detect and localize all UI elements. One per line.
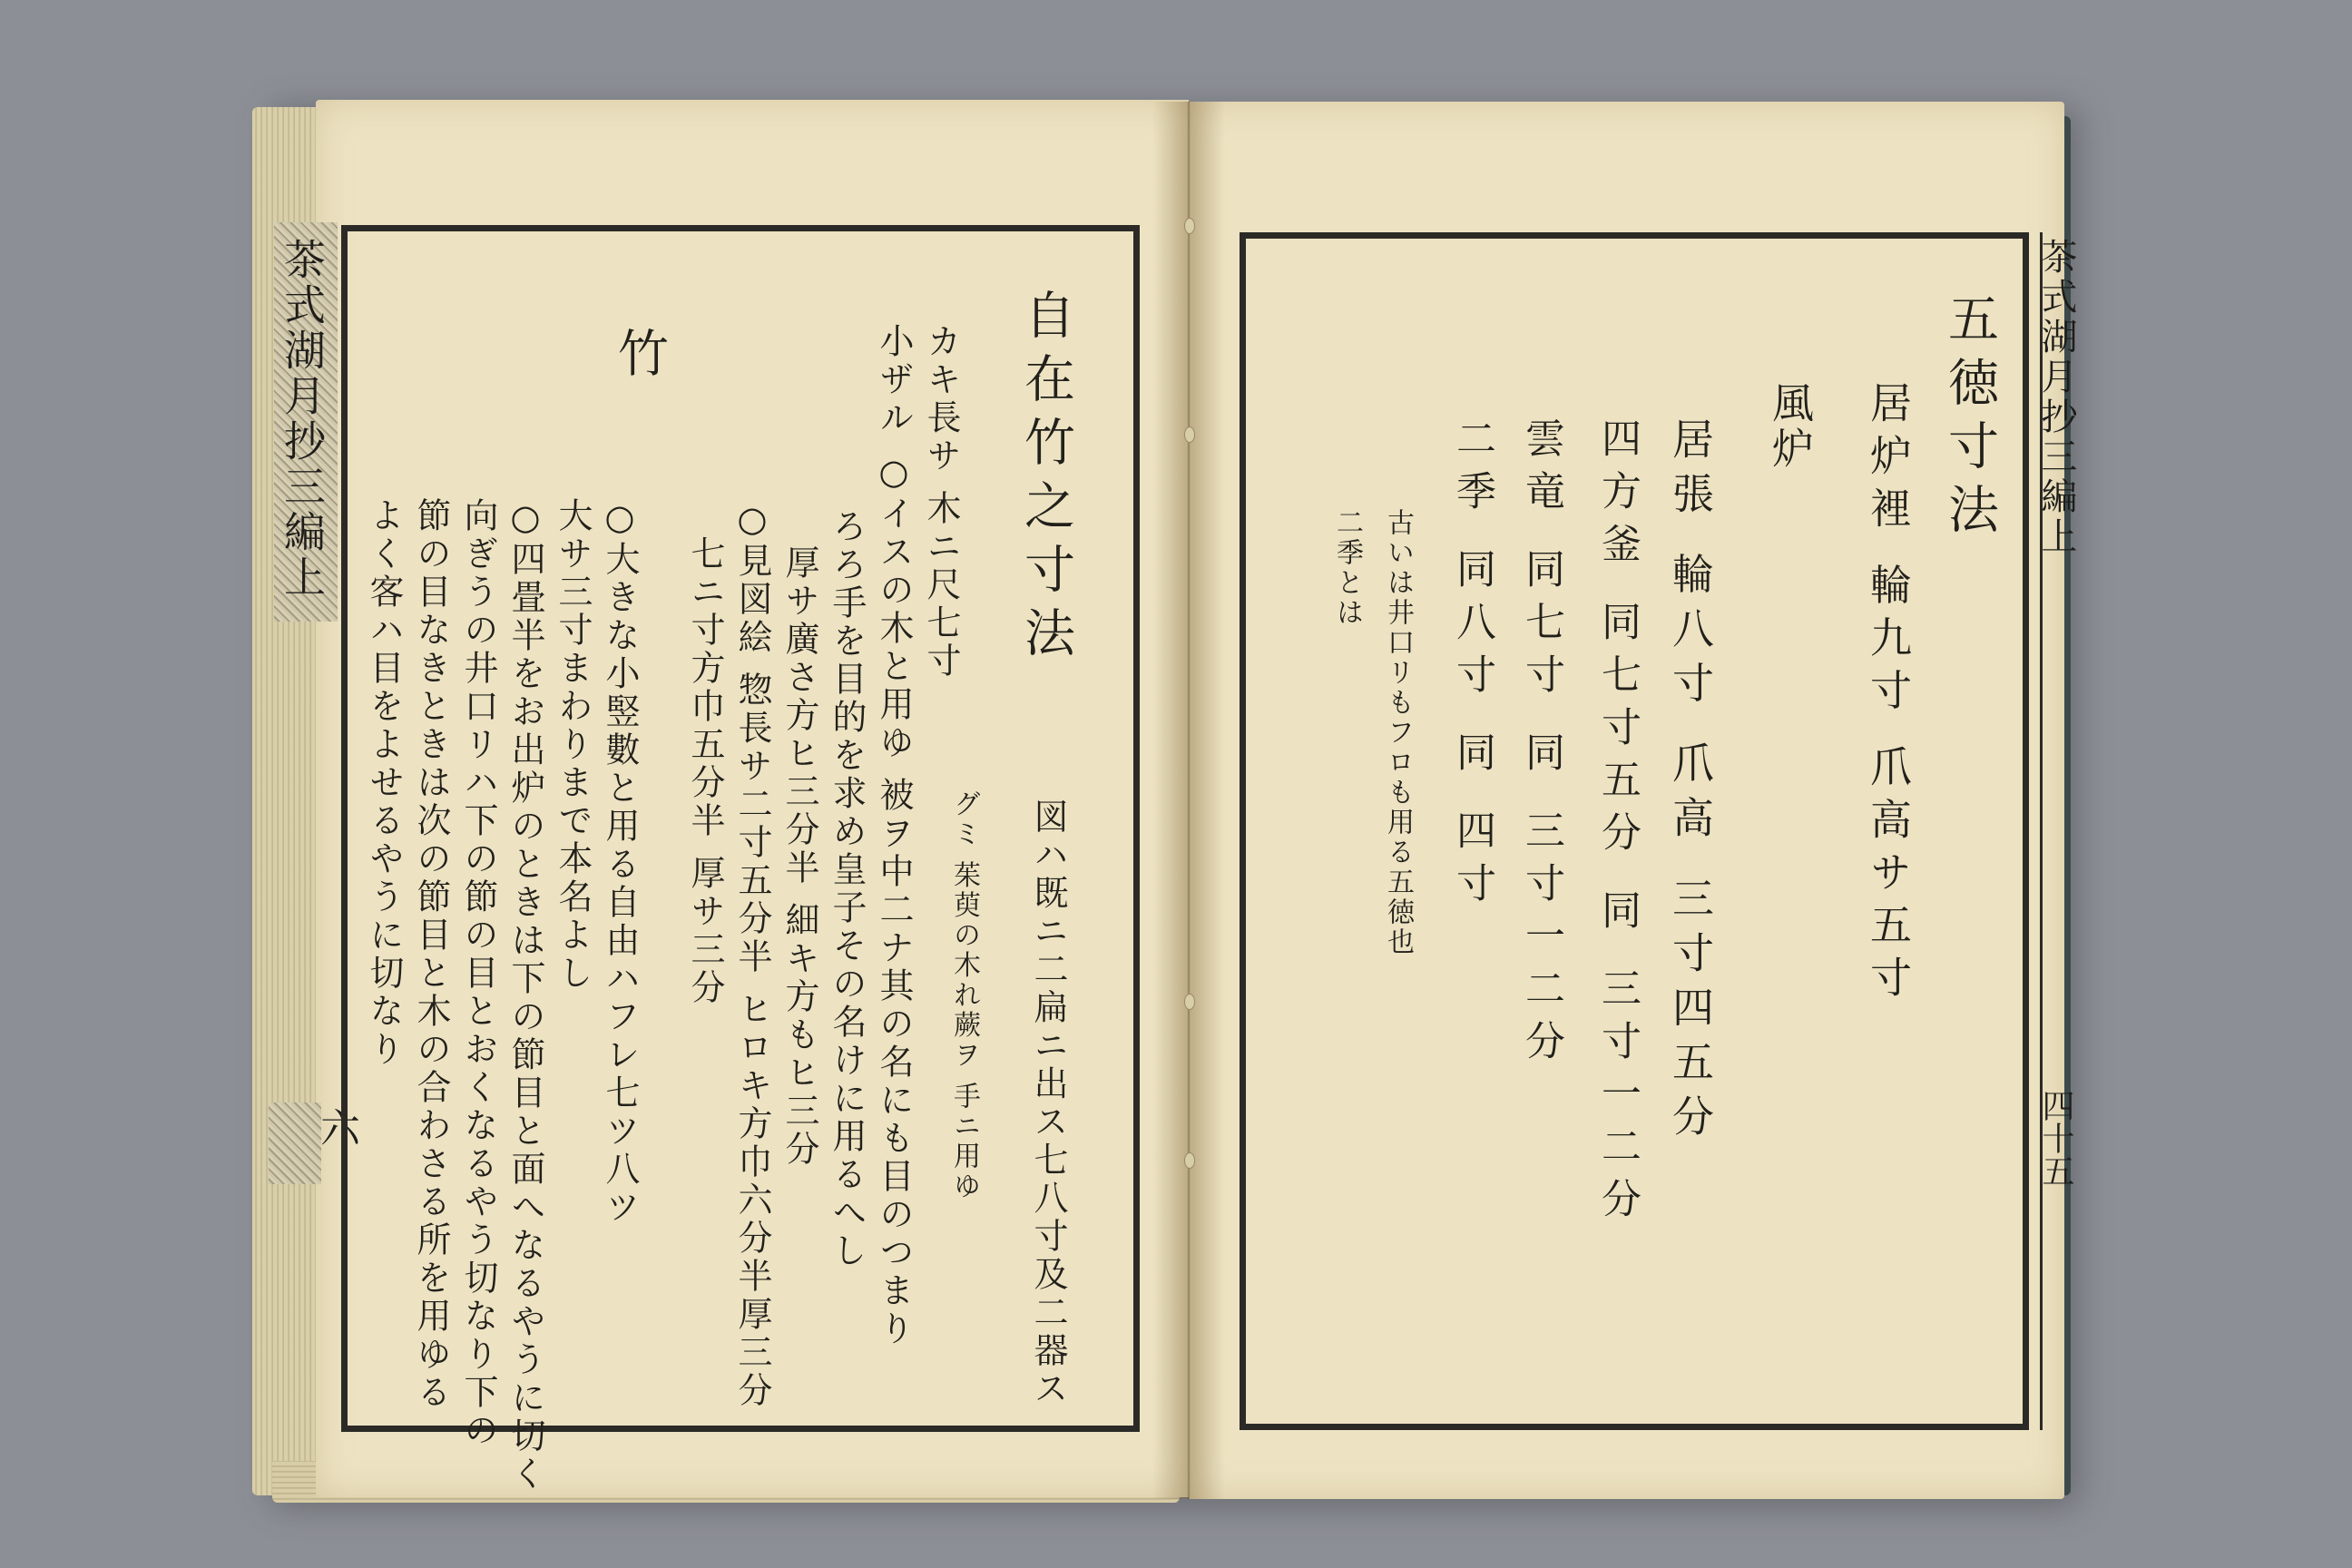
text-column: 居張 輪八寸 爪高 三寸四五分 — [1666, 417, 1715, 1149]
binding-stitch — [1184, 218, 1195, 234]
right-margin-title: 茶式湖月抄三編上 — [2035, 238, 2077, 557]
left-page-number: 六 — [313, 1107, 359, 1147]
right-heading: 五徳寸法 — [1940, 292, 1999, 546]
left-heading: 自在竹之寸法 — [1016, 289, 1075, 670]
text-column: 二季とは — [1331, 508, 1363, 628]
text-column: カキ長サ 木ニ尺七寸 — [921, 323, 961, 681]
text-column: 風炉 — [1766, 381, 1815, 472]
text-column: 小ザル ○イスの木と用ゆ 被ヲ中二ナ其の名にも目のつまり — [874, 323, 914, 1349]
text-column: ○四畳半をお出炉のときは下の節目と面へなるやうに切く — [505, 497, 545, 1494]
binding-stitch — [1184, 994, 1195, 1010]
text-column: 居炉裡 輪九寸 爪高サ五寸 — [1864, 381, 1913, 1009]
book-gutter — [1152, 102, 1225, 1499]
text-column: 四方釜 同七寸五分 同 三寸一二分 — [1594, 417, 1641, 1230]
text-column: グミ 茱萸の木れ蕨ヲ 手ニ用ゆ — [948, 789, 980, 1202]
binding-stitch — [1184, 1152, 1195, 1169]
text-column: 図ハ既ニ二扁ニ出ス七八寸及二器ス — [1028, 799, 1068, 1408]
text-column: 古いは井口リもフロも用る五徳也 — [1382, 508, 1414, 957]
left-margin-title: 茶式湖月抄三編上 — [278, 238, 327, 601]
text-column: 二季 同八寸 同 四寸 — [1449, 417, 1495, 915]
text-column: ○大きな小竪數と用る自由ハフレ七ツ八ツ — [600, 497, 640, 1227]
text-column: ○見図絵 惣長サ二寸五分半 ヒロキ方巾六分半厚三分 — [732, 499, 772, 1411]
left-sub-heading: 竹 — [610, 327, 669, 390]
text-column: 厚サ廣さ方ヒ三分半 細キ方もヒ三分 — [779, 544, 819, 1170]
text-column: 七ニ寸方巾五分半 厚サ三分 — [685, 535, 725, 1008]
text-column: ろろ手を目的を求め皇子その名けに用るへし — [827, 508, 867, 1270]
text-column: よく客ハ目をよせるやうに切なり — [364, 497, 404, 1069]
text-column: 雲竜 同七寸 同 三寸一二分 — [1518, 417, 1564, 1073]
text-column: 大サ三寸まわりまで本名よし — [553, 497, 593, 993]
right-page-number: 四十五 — [2037, 1089, 2074, 1187]
text-column: 節の目なきときは次の節目と木の合わさる所を用ゆる — [411, 497, 451, 1412]
border-rule — [341, 1366, 347, 1432]
text-column: 向ぎうの井口リハ下の節の目とおくなるやう切なり下の — [458, 497, 498, 1450]
binding-stitch — [1184, 426, 1195, 443]
